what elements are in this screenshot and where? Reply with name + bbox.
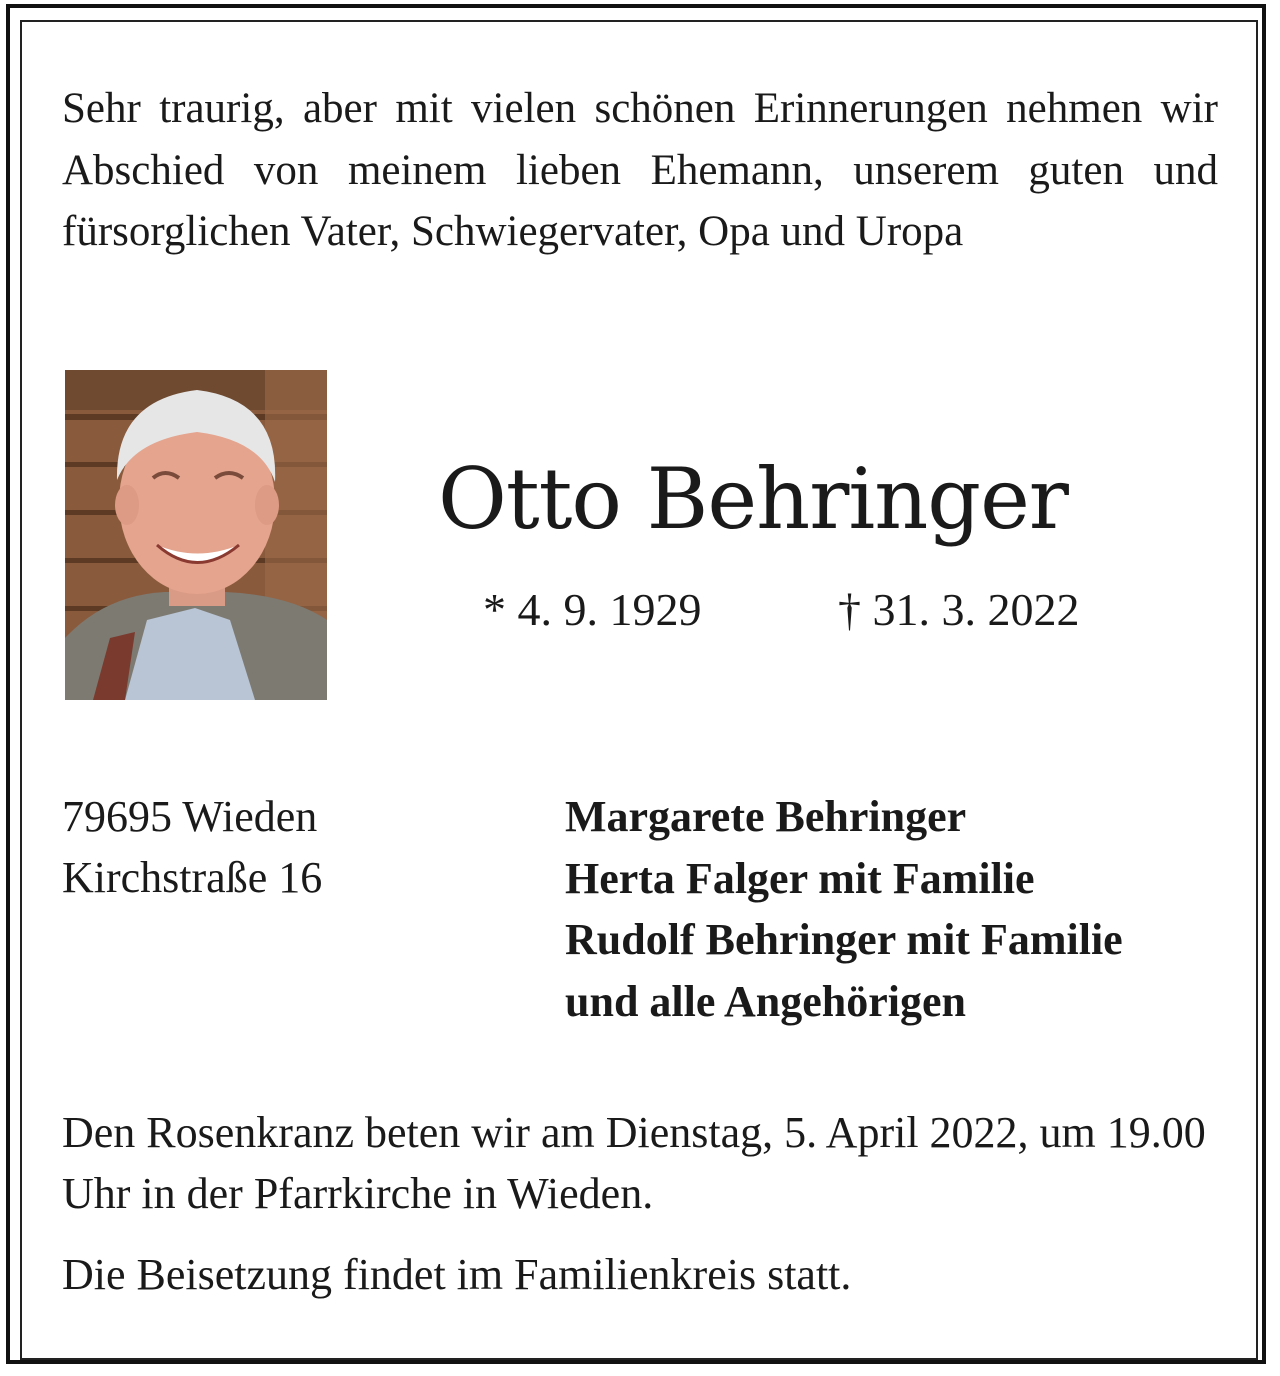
address-block [62,786,322,908]
deceased-name: Otto Behringer [438,450,1068,548]
mourner-line: Rudolf Behringer mit Familie [565,915,1123,964]
rosary-service-text: Den Rosenkranz beten wir am Dienstag, 5. April 2022, um 19.00 Uhr in der Pfarrkirche in Wieden. [62,1108,1206,1218]
burial-text: Die Beisetzung findet im Familienkreis statt. [62,1250,852,1299]
mourner-line: Margarete Behringer [565,792,967,841]
mourner-line: und alle Angehörigen [565,976,966,1026]
mourners-list [565,786,1123,1032]
address-postcode-city: 79695 Wieden [62,792,318,841]
portrait-photo [65,370,327,700]
mourner-line: Herta Falger mit Familie [565,853,1035,903]
address-street: Kirchstraße 16 [62,853,323,902]
death-date: † 31. 3. 2022 [838,584,1080,635]
intro-text: Sehr traurig, aber mit vielen schönen Erinnerungen nehmen wir Abschied von meinem lieben Ehemann, unserem guten und fürsorglichen Vater, Schwiegervater, Opa und Uropa [62,85,1218,255]
birth-date: * 4. 9. 1929 [483,584,702,635]
